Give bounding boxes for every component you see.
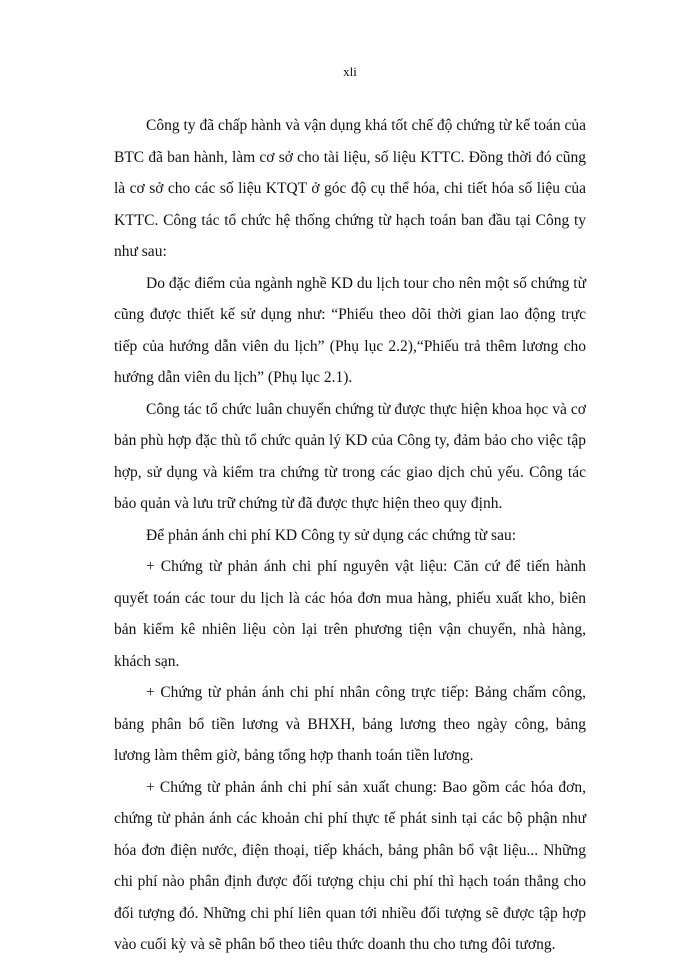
paragraph-tour-documents: Do đặc điểm của ngành nghề KD du lịch tour cho nên một số chứng từ cũng được thiết kế sử dụng như: “Phiếu theo dõi thời gian lao động trực tiếp của hướng dẫn viên du lịch” (Phụ lục 2.2),“Phiếu trả thêm lương cho hướng dẫn viên du lịch” (Phụ lục 2.1).	[114, 274, 586, 386]
paragraph-general-costs: + Chứng từ phản ánh chi phí sản xuất chung: Bao gồm các hóa đơn, chứng từ phản ánh các khoản chi phí thực tế phát sinh tại các bộ phận như hóa đơn điện nước, điện thoại, tiếp khách, bảng phân bổ vật liệu... Những chi phí nào phân định được đối tượng chịu chi phí thì hạch toán thẳng cho đối tượng đó. Những chi phí liên quan tới nhiều đối tượng sẽ được tập hợp vào cuối kỳ và sẽ phân bổ theo tiêu thức doanh thu cho tưng đôi tương.	[114, 778, 586, 953]
page-number: xli	[343, 64, 357, 79]
paragraph-cost-documents-intro: Để phản ánh chi phí KD Công ty sử dụng các chứng từ sau:	[146, 526, 517, 544]
paragraph-material-costs: + Chứng từ phản ánh chi phí nguyên vật liệu: Căn cứ để tiến hành quyết toán các tour du lịch là các hóa đơn mua hàng, phiếu xuất kho, biên bản kiểm kê nhiên liệu còn lại trên phương tiện vận chuyển, nhà hàng, khách sạn.	[114, 558, 586, 670]
paragraph-accounting-documents: Công ty đã chấp hành và vận dụng khá tốt chế độ chứng từ kế toán của BTC đã ban hành, làm cơ sở cho tài liệu, số liệu KTTC. Đồng thời đó cũng là cơ sở cho các số liệu KTQT ở góc độ cụ thể hóa, chi tiết hóa số liệu của KTTC. Công tác tổ chức hệ thống chứng từ hạch toán ban đầu tại Công ty như sau:	[114, 117, 586, 260]
paragraph-labor-costs: + Chứng từ phản ánh chi phí nhân công trực tiếp: Bảng chấm công, bảng phân bổ tiền lương và BHXH, bảng lương theo ngày công, bảng lương làm thêm giờ, bảng tổng hợp thanh toán tiền lương.	[114, 684, 586, 764]
body-text	[114, 110, 586, 961]
paragraph-document-circulation: Công tác tổ chức luân chuyển chứng từ được thực hiện khoa học và cơ bản phù hợp đặc thù tổ chức quản lý KD của Công ty, đảm bảo cho việc tập hợp, sử dụng và kiểm tra chứng từ trong các giao dịch chủ yếu. Công tác bảo quản và lưu trữ chứng từ đã được thực hiện theo quy định.	[114, 400, 586, 512]
